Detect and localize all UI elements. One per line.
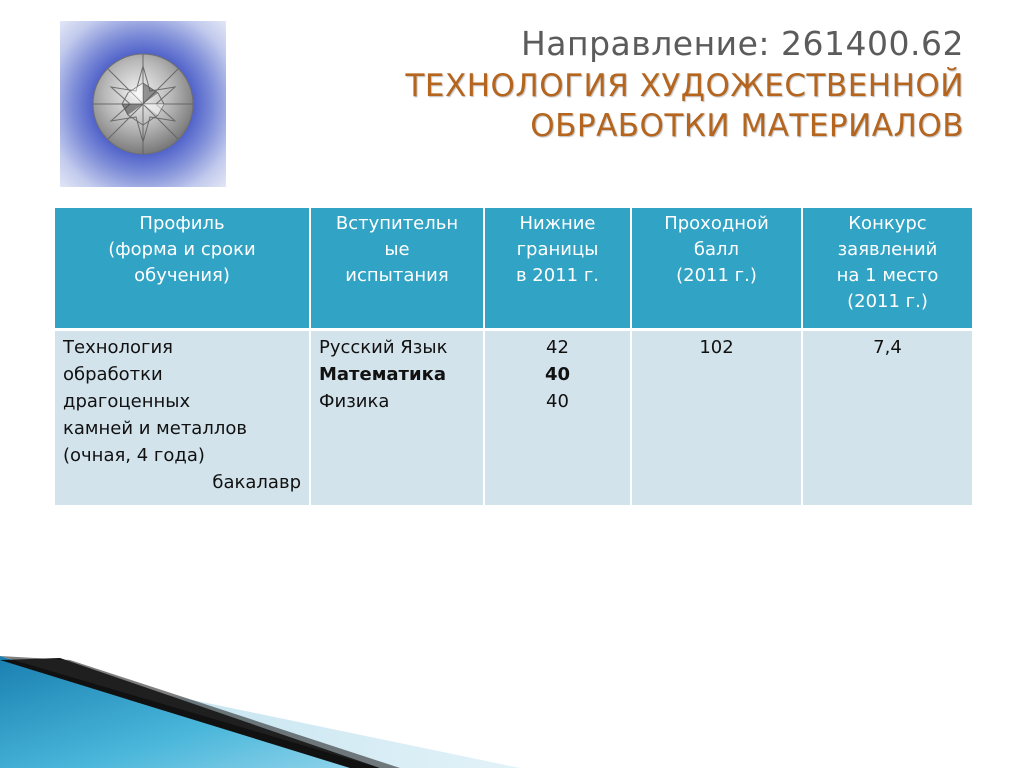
page-title-line-2: ОБРАБОТКИ МАТЕРИАЛОВ: [530, 108, 964, 144]
corner-swoosh-decoration: [0, 638, 520, 768]
table-row: [54, 330, 973, 507]
direction-code: Направление: 261400.62: [520, 24, 964, 63]
cell-exams: [310, 330, 484, 507]
exam-math: Математика: [319, 364, 446, 385]
diamond-logo: [60, 21, 226, 187]
diamond-icon: [60, 21, 226, 187]
header-entrance-exams: Вступительн ые испытания: [310, 207, 484, 330]
cell-passing-score: 102: [631, 330, 802, 507]
title-block: [405, 22, 964, 146]
exam-russian: Русский Язык: [319, 337, 448, 358]
header-passing-score: Проходной балл (2011 г.): [631, 207, 802, 330]
table-header-row: [54, 207, 973, 330]
header-min-scores: Нижние границы в 2011 г.: [484, 207, 631, 330]
header-competition: Конкурс заявлений на 1 место (2011 г.): [802, 207, 973, 330]
cell-profile: Технология обработки драгоценных камней и металлов (очная, 4 года) бакалавр: [54, 330, 310, 507]
cell-min-scores: 42 40 40: [484, 330, 631, 507]
exam-physics: Физика: [319, 391, 390, 412]
header-profile: Профиль (форма и сроки обучения): [54, 207, 310, 330]
cell-competition: 7,4: [802, 330, 973, 507]
admission-table: [53, 206, 974, 507]
degree-label: бакалавр: [212, 472, 301, 493]
page-title-line-1: ТЕХНОЛОГИЯ ХУДОЖЕСТВЕННОЙ: [405, 68, 964, 104]
admission-table-wrapper: [53, 206, 974, 507]
